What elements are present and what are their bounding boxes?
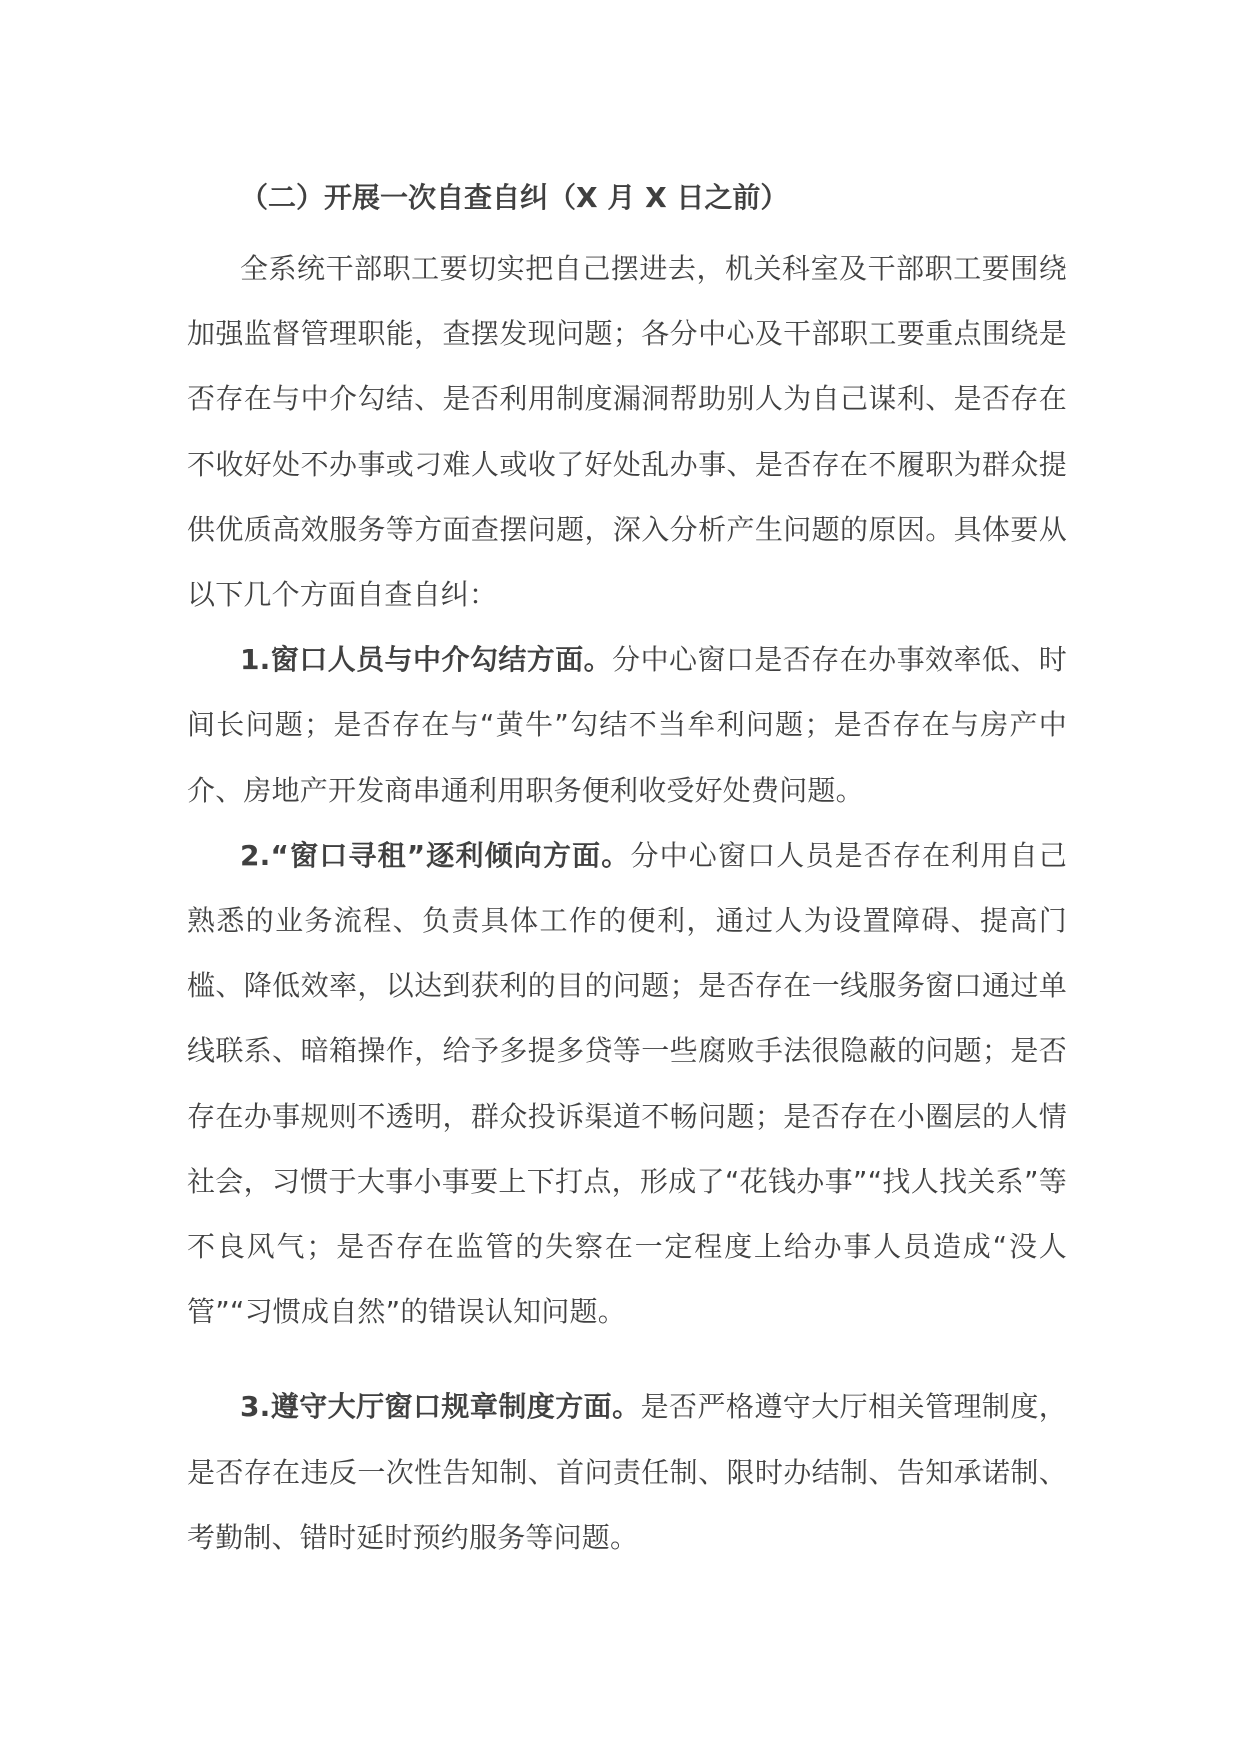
- item-3-paragraph: [187, 1374, 1067, 1570]
- item-3-body: 是否严格遵守大厅相关管理制度，是否存在违反一次性告知制、首问责任制、限时办结制、告知承诺制、考勤制、错时延时预约服务等问题。: [187, 1390, 1067, 1554]
- item-2-lead: 2.“窗口寻租”逐利倾向方面。: [240, 838, 631, 872]
- item-2-paragraph: [187, 823, 1067, 1345]
- item-1-body: 分中心窗口是否存在办事效率低、时间长问题；是否存在与“黄牛”勾结不当牟利问题；是否存在与房产中介、房地产开发商串通利用职务便利收受好处费问题。: [187, 643, 1068, 807]
- document-body: [187, 172, 1067, 1570]
- paragraph-spacer: [187, 1344, 1067, 1374]
- section-heading: （二）开展一次自查自纠（X 月 X 日之前）: [240, 181, 789, 214]
- item-1-lead: 1.窗口人员与中介勾结方面。: [240, 643, 613, 677]
- item-1-paragraph: [187, 627, 1067, 823]
- intro-paragraph: 全系统干部职工要切实把自己摆进去，机关科室及干部职工要围绕加强监督管理职能，查摆发现问题；各分中心及干部职工要重点围绕是否存在与中介勾结、是否利用制度漏洞帮助别人为自己谋利、是否存在不收好处不办事或刁难人或收了好处乱办事、是否存在不履职为群众提供优质高效服务等方面查摆问题，深入分析产生问题的原因。具体要从以下几个方面自查自纠：: [187, 252, 1067, 612]
- item-2-body: 分中心窗口人员是否存在利用自己熟悉的业务流程、负责具体工作的便利，通过人为设置障碍、提高门槛、降低效率，以达到获利的目的问题；是否存在一线服务窗口通过单线联系、暗箱操作，给予多提多贷等一些腐败手法很隐蔽的问题；是否存在办事规则不透明，群众投诉渠道不畅问题；是否存在小圈层的人情社会，习惯于大事小事要上下打点，形成了“花钱办事”“找人找关系”等不良风气；是否存在监管的失察在一定程度上给办事人员造成“没人管”“习惯成自然”的错误认知问题。: [187, 838, 1067, 1329]
- item-3-lead: 3.遵守大厅窗口规章制度方面。: [240, 1390, 641, 1424]
